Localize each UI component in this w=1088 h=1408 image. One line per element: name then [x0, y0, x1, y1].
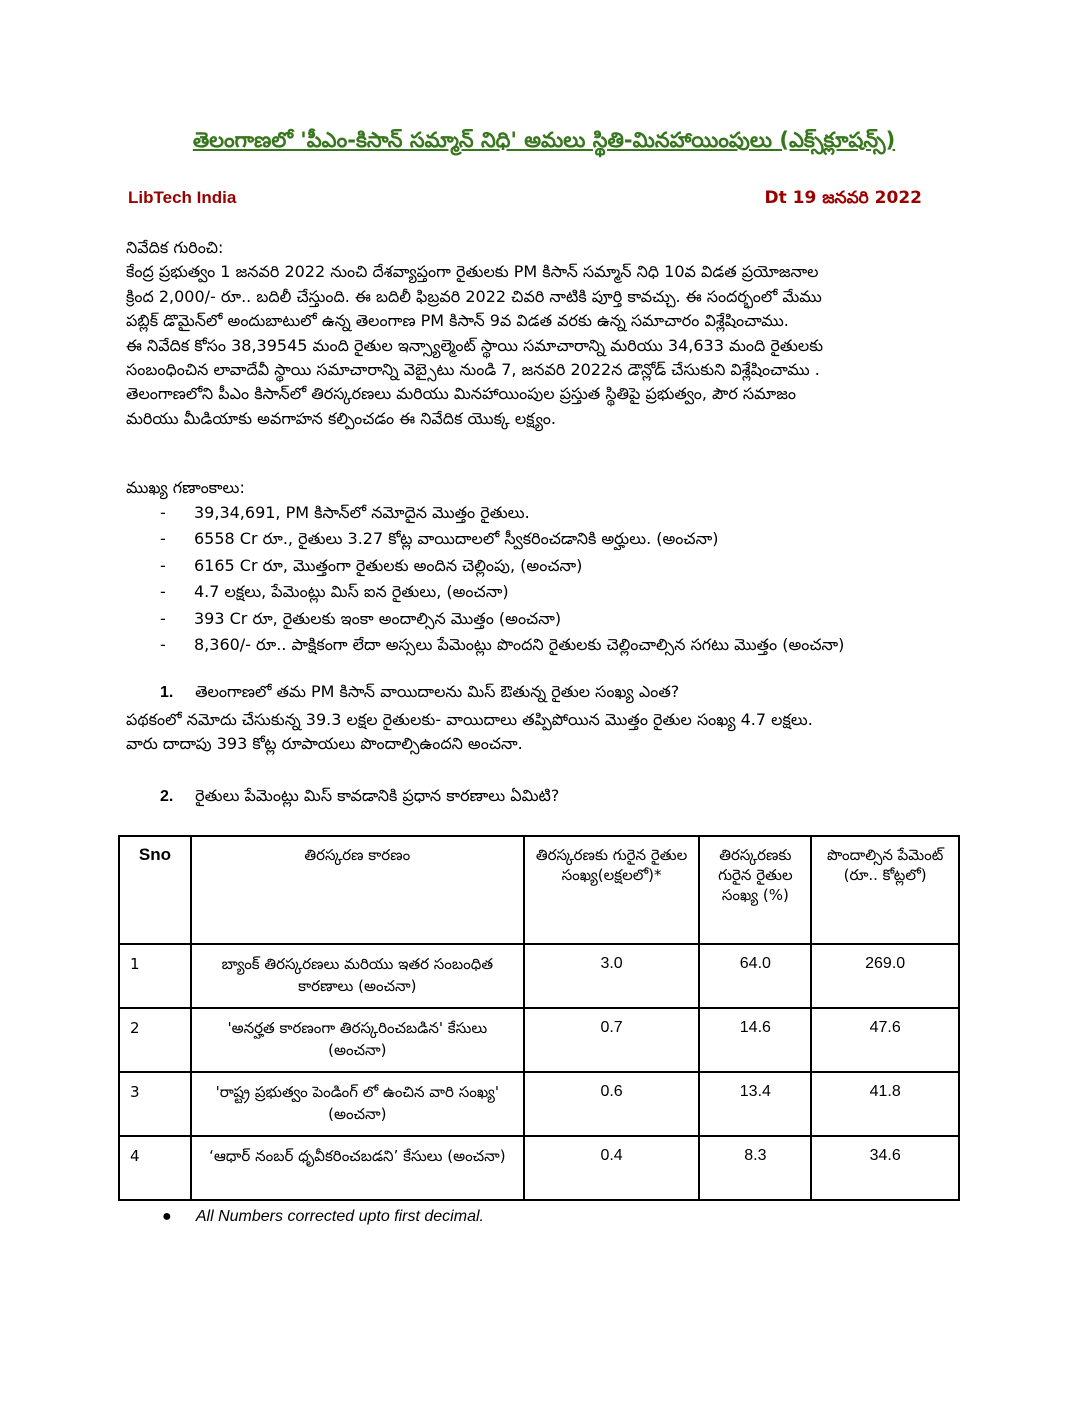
question-number: 1.	[160, 684, 174, 701]
table-footnote	[162, 1208, 484, 1226]
rejection-reasons-table	[118, 835, 960, 1201]
cell-sno: 1	[119, 944, 191, 1008]
cell-count: 0.4	[524, 1136, 700, 1200]
answer-1	[126, 708, 966, 757]
footnote-text: All Numbers corrected upto first decimal.	[195, 1208, 484, 1225]
report-date: Dt 19 జనవరి 2022	[764, 188, 922, 208]
table-row	[119, 1008, 959, 1072]
cell-count: 0.6	[524, 1072, 700, 1136]
question-2	[160, 786, 559, 809]
about-line: పబ్లిక్ డొమైన్‌లో అందుబాటులో ఉన్న తెలంగాణ PM కిసాన్ 9వ విడత వరకు ఉన్న సమాచారం విశ్లేషించాము.	[126, 311, 789, 331]
organization-name: LibTech India	[128, 188, 237, 207]
table-row	[119, 1072, 959, 1136]
cell-count: 0.7	[524, 1008, 700, 1072]
cell-reason: 'రాష్ట్ర ప్రభుత్వం పెండింగ్ లో ఉంచిన వారి సంఖ్య' (అంచనా)	[191, 1072, 524, 1136]
list-item: - 6558 Cr రూ., రైతులు 3.27 కోట్ల వాయిదాలలో స్వీకరించడానికి అర్హులు. (అంచనా)	[160, 529, 719, 549]
header-percent: తిరస్కరణకు గురైన రైతుల సంఖ్య (%)	[699, 836, 811, 944]
table-row	[119, 1136, 959, 1200]
cell-sno: 4	[119, 1136, 191, 1200]
about-line: కేంద్ర ప్రభుత్వం 1 జనవరి 2022 నుంచి దేశవ్యాప్తంగా రైతులకు PM కిసాన్ సమ్మాన్ నిధి 10వ విడత ప్రయోజనాల	[126, 262, 819, 282]
about-heading: నివేదిక గురించి:	[126, 238, 224, 257]
cell-percent: 8.3	[699, 1136, 811, 1200]
table-header-row	[119, 836, 959, 944]
cell-amount: 34.6	[811, 1136, 959, 1200]
about-line: తెలంగాణలోని పీఎం కిసాన్‌లో తిరస్కరణలు మరియు మినహాయింపుల ప్రస్తుత స్థితిపై ప్రభుత్వం, పౌర సమాజం	[126, 384, 797, 404]
cell-sno: 2	[119, 1008, 191, 1072]
bullet-icon: ●	[162, 1208, 172, 1225]
list-item: - 8,360/- రూ.. పాక్షికంగా లేదా అస్సలు పేమెంట్లు పొందని రైతులకు చెల్లించాల్సిన సగటు మొత్తం (అంచనా)	[160, 635, 845, 655]
document-title: తెలంగాణలో 'పీఎం-కిసాన్ సమ్మాన్ నిధి' అమలు స్థితి-మినహాయింపులు (ఎక్స్‌క్లూషన్స్)	[192, 128, 896, 152]
question-number: 2.	[160, 788, 174, 805]
list-item: - 393 Cr రూ, రైతులకు ఇంకా అందాల్సిన మొత్తం (అంచనా)	[160, 608, 562, 628]
answer-line: వారు దాదాపు 393 కోట్ల రూపాయలు పొందాల్సిఉందని అంచనా.	[126, 734, 523, 754]
header-count: తిరస్కరణకు గురైన రైతుల సంఖ్య(లక్షలలో)*	[524, 836, 700, 944]
cell-reason: 'అనర్హత కారణంగా తిరస్కరించబడిన' కేసులు (అంచనా)	[191, 1008, 524, 1072]
about-line: ఈ నివేదిక కోసం 38,39545 మంది రైతుల ఇన్స్యాల్మెంట్ స్థాయి సమాచారాన్ని మరియు 34,633 మంది రైతులకు	[126, 335, 824, 355]
cell-reason: ‘ఆధార్ నంబర్ ధృవీకరించబడని’ కేసులు (అంచనా)	[191, 1136, 524, 1200]
cell-percent: 14.6	[699, 1008, 811, 1072]
list-item: - 6165 Cr రూ, మొత్తంగా రైతులకు అందిన చెల్లింపు, (అంచనా)	[160, 555, 583, 575]
header-amount: పొందాల్సిన పేమెంట్ (రూ.. కోట్లలో)	[811, 836, 959, 944]
question-text: రైతులు పేమెంట్లు మిస్ కావడానికి ప్రధాన కారణాలు ఏమిటి?	[195, 786, 560, 805]
cell-percent: 13.4	[699, 1072, 811, 1136]
header-reason: తిరస్కరణ కారణం	[191, 836, 524, 944]
cell-percent: 64.0	[699, 944, 811, 1008]
cell-sno: 3	[119, 1072, 191, 1136]
about-line: క్రింద 2,000/- రూ.. బదిలీ చేస్తుంది. ఈ బదిలీ ఫిబ్రవరి 2022 చివరి నాటికి పూర్తి కావచ్చు. ఈ సందర్భంలో మేము	[126, 286, 822, 306]
about-line: సంబంధించిన లావాదేవీ స్థాయి సమాచారాన్ని వెబ్సైటు నుండి 7, జనవరి 2022న డౌన్లోడ్ చేసుకుని విశ్లేషించాము .	[126, 360, 820, 380]
key-figures-list	[160, 500, 960, 658]
cell-amount: 41.8	[811, 1072, 959, 1136]
table-row	[119, 944, 959, 1008]
cell-count: 3.0	[524, 944, 700, 1008]
list-item: - 39,34,691, PM కిసాన్‌లో నమోదైన మొత్తం రైతులు.	[160, 503, 530, 522]
about-section	[126, 236, 966, 431]
cell-reason: బ్యాంక్ తిరస్కరణలు మరియు ఇతర సంబంధిత కారణాలు (అంచనా)	[191, 944, 524, 1008]
about-line: మరియు మీడియాకు అవగాహన కల్పించడం ఈ నివేదిక యొక్క లక్ష్యం.	[126, 408, 557, 428]
header-sno: Sno	[119, 836, 191, 944]
answer-line: పథకంలో నమోదు చేసుకున్న 39.3 లక్షల రైతులకు- వాయిదాలు తప్పిపోయిన మొత్తం రైతుల సంఖ్య 4.7 లక్షలు.	[126, 710, 813, 729]
question-text: తెలంగాణలో తమ PM కిసాన్ వాయిదాలను మిస్ ఔతున్న రైతుల సంఖ్య ఎంత?	[195, 682, 680, 701]
cell-amount: 269.0	[811, 944, 959, 1008]
question-1	[160, 682, 679, 705]
cell-amount: 47.6	[811, 1008, 959, 1072]
key-figures-heading: ముఖ్య గణాంకాలు:	[126, 478, 245, 497]
list-item: - 4.7 లక్షలు, పేమెంట్లు మిస్ ఐన రైతులు, (అంచనా)	[160, 582, 509, 602]
